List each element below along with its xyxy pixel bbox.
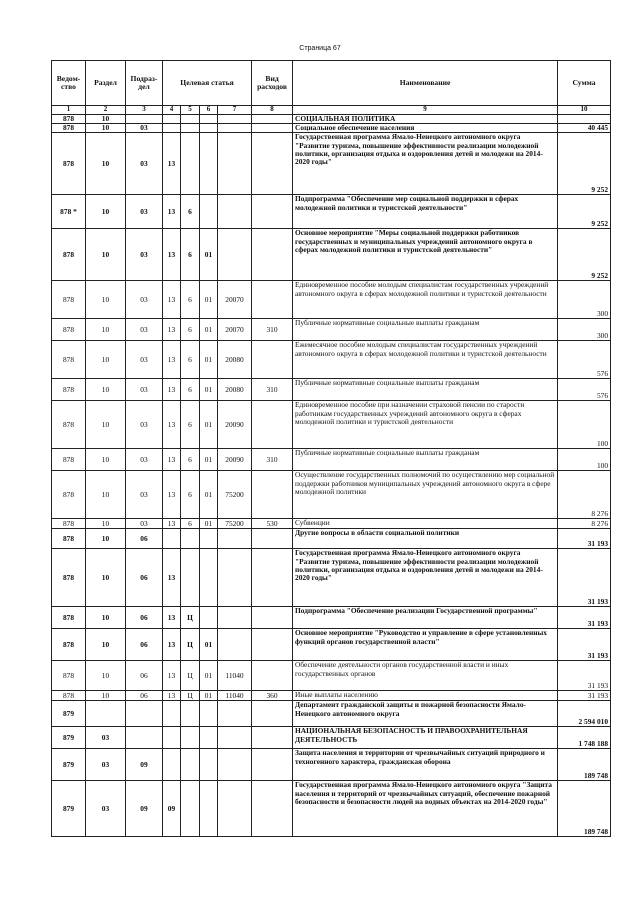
cell-sum: 300 [558, 319, 611, 341]
cell-target-subprogram [181, 701, 200, 727]
cell-razdel: 10 [86, 549, 126, 607]
cell-target-program: 13 [163, 607, 181, 629]
cell-target-subprogram: 6 [181, 195, 200, 229]
cell-target-program: 13 [163, 691, 181, 701]
cell-razdel: 10 [86, 124, 126, 133]
cell-target-program [163, 749, 181, 781]
cell-expense-type [252, 341, 293, 379]
cell-podrazdel: 09 [126, 749, 163, 781]
cell-sum: 31 193 [558, 629, 611, 661]
cell-target-program: 13 [163, 229, 181, 281]
budget-table [51, 60, 611, 837]
cell-razdel: 03 [86, 749, 126, 781]
cell-expense-type: 360 [252, 691, 293, 701]
cell-target-direction [218, 781, 252, 837]
cell-sum: 189 748 [558, 749, 611, 781]
cell-target-program: 13 [163, 401, 181, 449]
cell-target-subprogram [181, 781, 200, 837]
cell-name: Основное мероприятие "Руководство и управление в сфере установленных функций органов государственной власти" [293, 629, 558, 661]
cell-expense-type [252, 114, 293, 123]
cell-target-direction [218, 701, 252, 727]
cell-podrazdel: 06 [126, 549, 163, 607]
cell-razdel: 10 [86, 691, 126, 701]
cell-podrazdel: 03 [126, 519, 163, 529]
cell-ved: 878 [52, 281, 86, 319]
cell-name: Ежемесячное пособие молодым специалистам государственных учреждений автономного округа в сферах молодежной политики и туристской деятельности [293, 341, 558, 379]
cell-expense-type [252, 727, 293, 749]
cell-target-event [200, 607, 218, 629]
cell-target-program: 13 [163, 549, 181, 607]
column-number: 3 [126, 106, 163, 115]
cell-name: Основное мероприятие "Меры социальной поддержки работников государственных и муниципальных учреждений автономного округа в сферах молодежной политики и туристской деятельности" [293, 229, 558, 281]
cell-target-event: 01 [200, 229, 218, 281]
cell-target-program: 13 [163, 519, 181, 529]
cell-ved: 878 [52, 549, 86, 607]
cell-podrazdel: 09 [126, 781, 163, 837]
cell-target-subprogram: Ц [181, 607, 200, 629]
cell-expense-type: 530 [252, 519, 293, 529]
cell-ved: 878 [52, 519, 86, 529]
cell-target-subprogram: 6 [181, 229, 200, 281]
cell-sum: 31 193 [558, 549, 611, 607]
cell-name: Публичные нормативные социальные выплаты гражданам [293, 449, 558, 471]
cell-razdel: 10 [86, 471, 126, 519]
cell-target-subprogram: 6 [181, 401, 200, 449]
cell-target-program: 13 [163, 195, 181, 229]
cell-target-program: 13 [163, 281, 181, 319]
cell-target-direction: 11040 [218, 661, 252, 691]
cell-sum: 576 [558, 379, 611, 401]
cell-sum: 40 445 [558, 124, 611, 133]
cell-target-program [163, 124, 181, 133]
table-body [52, 114, 611, 837]
cell-target-event: 01 [200, 401, 218, 449]
cell-expense-type [252, 471, 293, 519]
table-header-row [52, 61, 611, 106]
table-row [52, 691, 611, 701]
cell-ved: 878 [52, 691, 86, 701]
cell-target-direction [218, 195, 252, 229]
cell-razdel: 10 [86, 607, 126, 629]
cell-target-direction: 75200 [218, 519, 252, 529]
cell-expense-type [252, 195, 293, 229]
cell-target-event: 01 [200, 341, 218, 379]
cell-razdel: 10 [86, 449, 126, 471]
cell-podrazdel: 03 [126, 195, 163, 229]
cell-target-event: 01 [200, 629, 218, 661]
cell-name: Осуществление государственных полномочий по осуществлению мер социальной поддержки работников муниципальных учреждений автономного округа в сфере молодежной политики [293, 471, 558, 519]
cell-target-direction: 20070 [218, 319, 252, 341]
cell-target-event: 01 [200, 661, 218, 691]
cell-target-subprogram [181, 549, 200, 607]
cell-target-direction: 11040 [218, 691, 252, 701]
cell-ved: 878 [52, 629, 86, 661]
table-row [52, 471, 611, 519]
cell-target-program: 13 [163, 629, 181, 661]
cell-podrazdel: 03 [126, 281, 163, 319]
cell-target-subprogram: 6 [181, 519, 200, 529]
column-number: 1 [52, 106, 86, 115]
header-celevaya-statya: Целевая статья [163, 61, 252, 106]
cell-expense-type [252, 529, 293, 549]
cell-target-subprogram: Ц [181, 629, 200, 661]
cell-ved: 878 [52, 124, 86, 133]
cell-target-subprogram: 6 [181, 379, 200, 401]
cell-ved: 879 [52, 727, 86, 749]
cell-expense-type [252, 661, 293, 691]
cell-target-direction [218, 114, 252, 123]
cell-target-direction [218, 629, 252, 661]
cell-sum: 189 748 [558, 781, 611, 837]
cell-target-direction [218, 133, 252, 195]
cell-target-event [200, 133, 218, 195]
cell-target-direction [218, 549, 252, 607]
cell-target-program [163, 701, 181, 727]
cell-target-direction: 20070 [218, 281, 252, 319]
cell-name: Публичные нормативные социальные выплаты гражданам [293, 379, 558, 401]
cell-razdel: 10 [86, 341, 126, 379]
cell-target-event [200, 529, 218, 549]
cell-razdel: 10 [86, 114, 126, 123]
cell-ved: 878 [52, 471, 86, 519]
cell-target-direction [218, 124, 252, 133]
cell-podrazdel: 03 [126, 401, 163, 449]
cell-target-program [163, 529, 181, 549]
cell-target-direction [218, 607, 252, 629]
cell-podrazdel: 03 [126, 124, 163, 133]
cell-target-subprogram: 6 [181, 449, 200, 471]
cell-podrazdel: 03 [126, 379, 163, 401]
cell-expense-type [252, 401, 293, 449]
cell-target-direction: 20090 [218, 401, 252, 449]
cell-target-program [163, 114, 181, 123]
header-vid-rashodov: Вид расходов [252, 61, 293, 106]
cell-name: Другие вопросы в области социальной политики [293, 529, 558, 549]
cell-sum: 8 276 [558, 519, 611, 529]
cell-expense-type [252, 701, 293, 727]
table-row [52, 401, 611, 449]
cell-name: НАЦИОНАЛЬНАЯ БЕЗОПАСНОСТЬ И ПРАВООХРАНИТЕЛЬНАЯ ДЕЯТЕЛЬНОСТЬ [293, 727, 558, 749]
cell-target-program: 13 [163, 471, 181, 519]
cell-ved: 878 [52, 133, 86, 195]
cell-podrazdel: 03 [126, 133, 163, 195]
cell-target-program: 09 [163, 781, 181, 837]
cell-name: Подпрограмма "Обеспечение реализации Государственной программы" [293, 607, 558, 629]
cell-podrazdel: 03 [126, 471, 163, 519]
cell-target-event [200, 124, 218, 133]
cell-sum: 100 [558, 449, 611, 471]
cell-sum: 1 748 188 [558, 727, 611, 749]
cell-target-event [200, 781, 218, 837]
cell-expense-type [252, 607, 293, 629]
cell-name: Субвенции [293, 519, 558, 529]
cell-expense-type [252, 133, 293, 195]
cell-podrazdel: 06 [126, 661, 163, 691]
table-row [52, 229, 611, 281]
table-row [52, 529, 611, 549]
cell-name: Государственная программа Ямало-Ненецкого автономного округа "Развитие туризма, повышение эффективности реализации молодежной политики, организация отдыха и оздоровления детей и молодежи на 2014-2020 годы" [293, 133, 558, 195]
cell-target-event: 01 [200, 471, 218, 519]
cell-target-subprogram [181, 529, 200, 549]
cell-sum: 300 [558, 281, 611, 319]
cell-name: Публичные нормативные социальные выплаты гражданам [293, 319, 558, 341]
cell-target-subprogram: Ц [181, 661, 200, 691]
table-row [52, 195, 611, 229]
cell-target-program: 13 [163, 133, 181, 195]
cell-podrazdel: 06 [126, 529, 163, 549]
cell-podrazdel: 06 [126, 629, 163, 661]
cell-target-program: 13 [163, 319, 181, 341]
cell-expense-type [252, 124, 293, 133]
cell-target-direction: 20080 [218, 341, 252, 379]
cell-ved: 878 [52, 379, 86, 401]
cell-target-subprogram [181, 133, 200, 195]
cell-target-event: 01 [200, 281, 218, 319]
cell-razdel: 10 [86, 319, 126, 341]
table-row [52, 281, 611, 319]
cell-target-program [163, 727, 181, 749]
header-summa: Сумма [558, 61, 611, 106]
cell-ved: 878 [52, 529, 86, 549]
cell-sum: 9 252 [558, 229, 611, 281]
cell-sum: 9 252 [558, 195, 611, 229]
cell-target-subprogram [181, 114, 200, 123]
cell-target-event: 01 [200, 319, 218, 341]
header-razdel: Раздел [86, 61, 126, 106]
cell-name: Обеспечение деятельности органов государственной власти и иных государственных органов [293, 661, 558, 691]
table-row [52, 701, 611, 727]
cell-sum: 8 276 [558, 471, 611, 519]
cell-podrazdel: 06 [126, 691, 163, 701]
cell-target-subprogram [181, 727, 200, 749]
cell-sum: 31 193 [558, 529, 611, 549]
cell-razdel: 10 [86, 133, 126, 195]
cell-podrazdel: 06 [126, 607, 163, 629]
cell-razdel: 10 [86, 661, 126, 691]
cell-target-subprogram [181, 749, 200, 781]
cell-target-subprogram: 6 [181, 319, 200, 341]
cell-target-event [200, 727, 218, 749]
cell-expense-type [252, 549, 293, 607]
cell-sum: 31 193 [558, 661, 611, 691]
cell-target-subprogram: 6 [181, 281, 200, 319]
table-row [52, 749, 611, 781]
cell-name: Единовременное пособие молодым специалистам государственных учреждений автономного округа в сферах молодежной политики и туристской деятельности [293, 281, 558, 319]
cell-razdel: 10 [86, 629, 126, 661]
table-row [52, 629, 611, 661]
cell-name: Государственная программа Ямало-Ненецкого автономного округа "Развитие туризма, повышение эффективности реализации молодежной политики, организация отдыха и оздоровления детей и молодежи на 2014-2020 годы" [293, 549, 558, 607]
cell-target-subprogram: 6 [181, 341, 200, 379]
cell-name: Департамент гражданской защиты и пожарной безопасности Ямало-Ненецкого автономного округа [293, 701, 558, 727]
cell-target-event [200, 549, 218, 607]
cell-ved: 878 * [52, 195, 86, 229]
cell-sum: 31 193 [558, 691, 611, 701]
cell-podrazdel [126, 727, 163, 749]
cell-podrazdel [126, 114, 163, 123]
cell-target-program: 13 [163, 661, 181, 691]
column-number: 10 [558, 106, 611, 115]
cell-sum: 576 [558, 341, 611, 379]
cell-sum: 100 [558, 401, 611, 449]
cell-target-event [200, 195, 218, 229]
column-number: 6 [200, 106, 218, 115]
cell-target-program: 13 [163, 341, 181, 379]
cell-target-subprogram [181, 124, 200, 133]
page-number-label: Страница 67 [299, 45, 341, 52]
cell-target-direction: 20090 [218, 449, 252, 471]
cell-sum [558, 114, 611, 123]
table-row [52, 607, 611, 629]
cell-podrazdel: 03 [126, 229, 163, 281]
cell-expense-type [252, 281, 293, 319]
cell-name: Социальное обеспечение населения [293, 124, 558, 133]
cell-expense-type [252, 781, 293, 837]
cell-target-direction: 20080 [218, 379, 252, 401]
column-number: 4 [163, 106, 181, 115]
cell-ved: 878 [52, 229, 86, 281]
cell-ved: 878 [52, 114, 86, 123]
cell-target-event [200, 749, 218, 781]
cell-podrazdel: 03 [126, 341, 163, 379]
cell-razdel: 10 [86, 281, 126, 319]
cell-target-event: 01 [200, 379, 218, 401]
table-row [52, 341, 611, 379]
cell-name: Государственная программа Ямало-Ненецкого автономного округа "Защита населения и территорий от чрезвычайных ситуаций, обеспечение пожарной безопасности и безопасности людей на водных объектах на 2014-2020 годы" [293, 781, 558, 837]
cell-ved: 878 [52, 341, 86, 379]
cell-ved: 878 [52, 319, 86, 341]
cell-razdel [86, 701, 126, 727]
cell-name: Иные выплаты населению [293, 691, 558, 701]
table-row [52, 124, 611, 133]
cell-target-direction: 75200 [218, 471, 252, 519]
cell-sum: 31 193 [558, 607, 611, 629]
cell-target-event [200, 701, 218, 727]
cell-ved: 878 [52, 401, 86, 449]
cell-razdel: 10 [86, 379, 126, 401]
column-number: 7 [218, 106, 252, 115]
cell-razdel: 10 [86, 529, 126, 549]
cell-ved: 878 [52, 449, 86, 471]
cell-target-program: 13 [163, 449, 181, 471]
column-number-row [52, 106, 611, 115]
header-naimenovanie: Наименование [293, 61, 558, 106]
column-number: 8 [252, 106, 293, 115]
cell-target-event: 01 [200, 449, 218, 471]
table-row [52, 449, 611, 471]
cell-expense-type: 310 [252, 319, 293, 341]
cell-target-direction [218, 229, 252, 281]
cell-name: СОЦИАЛЬНАЯ ПОЛИТИКА [293, 114, 558, 123]
cell-name: Защита населения и территории от чрезвычайных ситуаций природного и техногенного характера, гражданская оборона [293, 749, 558, 781]
cell-podrazdel: 03 [126, 319, 163, 341]
cell-razdel: 03 [86, 781, 126, 837]
cell-target-program: 13 [163, 379, 181, 401]
cell-podrazdel: 03 [126, 449, 163, 471]
table-row [52, 727, 611, 749]
cell-name: Единовременное пособие при назначении страховой пенсии по старости работникам государственных учреждений автономного округа в сферах молодежной политики и туристской деятельности [293, 401, 558, 449]
table-row [52, 379, 611, 401]
cell-ved: 878 [52, 607, 86, 629]
header-ved: Ведом-ство [52, 61, 86, 106]
cell-ved: 878 [52, 661, 86, 691]
cell-target-event [200, 114, 218, 123]
cell-target-subprogram: Ц [181, 691, 200, 701]
cell-name: Подпрограмма "Обеспечение мер социальной поддержки в сферах молодежной политики и туристской деятельности" [293, 195, 558, 229]
cell-razdel: 10 [86, 195, 126, 229]
cell-expense-type [252, 229, 293, 281]
table-row [52, 781, 611, 837]
cell-target-event: 01 [200, 691, 218, 701]
table-row [52, 661, 611, 691]
cell-target-event: 01 [200, 519, 218, 529]
cell-podrazdel [126, 701, 163, 727]
cell-expense-type [252, 629, 293, 661]
table-row [52, 549, 611, 607]
cell-expense-type: 310 [252, 449, 293, 471]
cell-sum: 2 594 010 [558, 701, 611, 727]
cell-sum: 9 252 [558, 133, 611, 195]
cell-target-direction [218, 727, 252, 749]
column-number: 2 [86, 106, 126, 115]
column-number: 9 [293, 106, 558, 115]
cell-expense-type [252, 749, 293, 781]
cell-razdel: 10 [86, 401, 126, 449]
cell-expense-type: 310 [252, 379, 293, 401]
header-podrazdel: Подраз-дел [126, 61, 163, 106]
cell-razdel: 03 [86, 727, 126, 749]
table-row [52, 319, 611, 341]
table-row [52, 133, 611, 195]
column-number: 5 [181, 106, 200, 115]
table-row [52, 114, 611, 123]
cell-ved: 879 [52, 701, 86, 727]
cell-ved: 879 [52, 781, 86, 837]
cell-target-direction [218, 749, 252, 781]
cell-target-direction [218, 529, 252, 549]
cell-razdel: 10 [86, 519, 126, 529]
cell-target-subprogram: 6 [181, 471, 200, 519]
cell-ved: 879 [52, 749, 86, 781]
cell-razdel: 10 [86, 229, 126, 281]
table-row [52, 519, 611, 529]
